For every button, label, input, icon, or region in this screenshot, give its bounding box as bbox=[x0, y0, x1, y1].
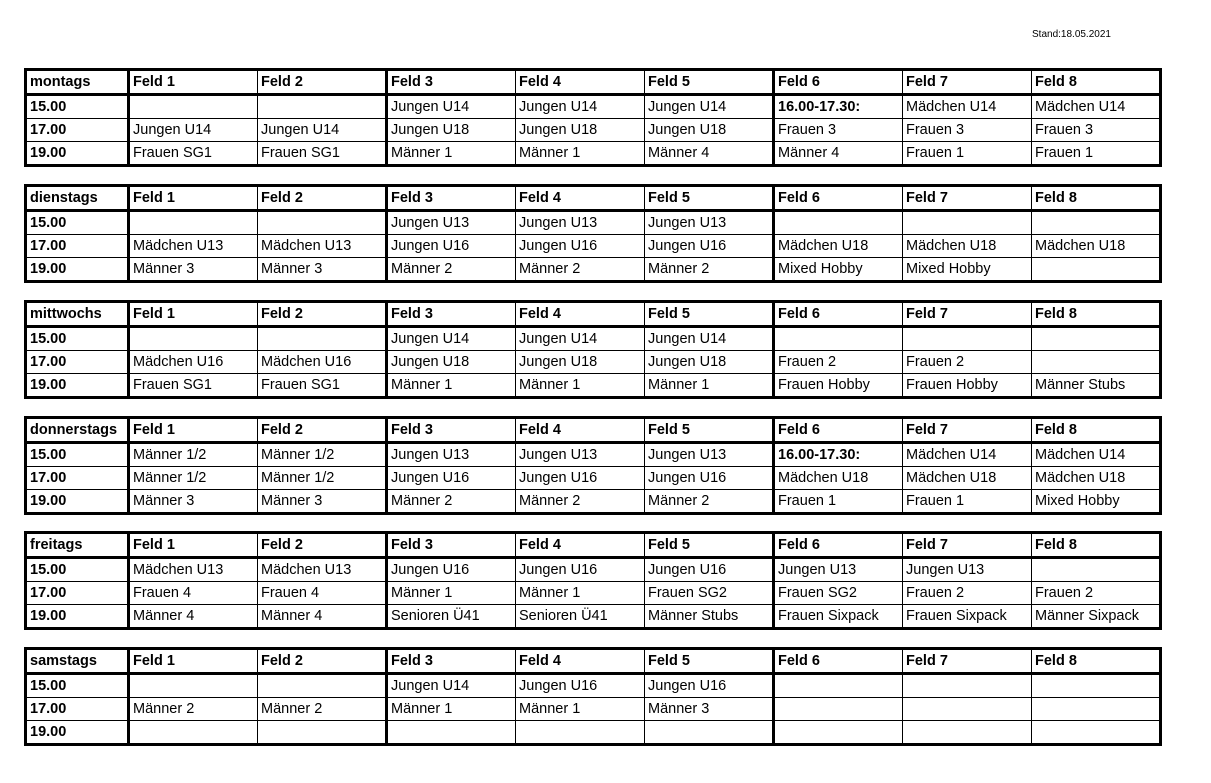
schedule-cell: Frauen 2 bbox=[1032, 582, 1161, 605]
schedule-cell: Jungen U14 bbox=[387, 327, 516, 351]
schedule-cell: Mädchen U14 bbox=[903, 95, 1032, 119]
schedule-cell: Jungen U13 bbox=[516, 211, 645, 235]
field-header: Feld 2 bbox=[258, 533, 387, 558]
schedule-cell: Frauen 2 bbox=[774, 351, 903, 374]
schedule-cell bbox=[774, 721, 903, 745]
time-cell: 15.00 bbox=[26, 558, 129, 582]
schedule-cell: Jungen U16 bbox=[516, 235, 645, 258]
time-cell: 15.00 bbox=[26, 211, 129, 235]
field-header: Feld 5 bbox=[645, 533, 774, 558]
schedule-cell: Frauen SG1 bbox=[129, 142, 258, 166]
field-header: Feld 8 bbox=[1032, 70, 1161, 95]
schedule-cell: Senioren Ü41 bbox=[516, 605, 645, 629]
schedule-cell: Jungen U14 bbox=[516, 95, 645, 119]
table-row bbox=[26, 211, 1161, 235]
field-header: Feld 7 bbox=[903, 418, 1032, 443]
schedule-cell bbox=[387, 721, 516, 745]
day-label: samstags bbox=[26, 649, 129, 674]
schedule-cell: Mädchen U18 bbox=[903, 235, 1032, 258]
field-header: Feld 2 bbox=[258, 418, 387, 443]
field-header: Feld 2 bbox=[258, 70, 387, 95]
schedule-cell: Frauen SG2 bbox=[645, 582, 774, 605]
schedule-cell: Männer 1 bbox=[387, 374, 516, 398]
field-header: Feld 5 bbox=[645, 418, 774, 443]
day-label: montags bbox=[26, 70, 129, 95]
field-header: Feld 6 bbox=[774, 70, 903, 95]
schedule-cell: Männer 2 bbox=[516, 490, 645, 514]
schedule-cell: Mixed Hobby bbox=[774, 258, 903, 282]
schedule-cell bbox=[1032, 211, 1161, 235]
schedule-cell bbox=[645, 721, 774, 745]
table-row bbox=[26, 443, 1161, 467]
schedule-donnerstags bbox=[24, 416, 1162, 515]
schedule-cell: Mädchen U14 bbox=[903, 443, 1032, 467]
time-cell: 19.00 bbox=[26, 142, 129, 166]
schedule-cell bbox=[774, 674, 903, 698]
schedule-cell: Jungen U18 bbox=[387, 119, 516, 142]
table-row bbox=[26, 582, 1161, 605]
schedule-cell: Frauen 4 bbox=[129, 582, 258, 605]
table-row bbox=[26, 558, 1161, 582]
time-cell: 15.00 bbox=[26, 674, 129, 698]
field-header: Feld 3 bbox=[387, 418, 516, 443]
schedule-cell: Männer 3 bbox=[258, 490, 387, 514]
schedule-cell: Jungen U16 bbox=[516, 467, 645, 490]
schedule-cell bbox=[516, 721, 645, 745]
schedule-cell: Männer 1 bbox=[387, 582, 516, 605]
schedule-cell: Frauen 1 bbox=[1032, 142, 1161, 166]
day-label: freitags bbox=[26, 533, 129, 558]
schedule-cell: Mädchen U13 bbox=[129, 235, 258, 258]
schedule-cell bbox=[774, 698, 903, 721]
field-header: Feld 2 bbox=[258, 186, 387, 211]
schedule-cell: Männer 3 bbox=[129, 258, 258, 282]
field-header: Feld 4 bbox=[516, 186, 645, 211]
schedule-cell: Mixed Hobby bbox=[1032, 490, 1161, 514]
schedule-cell: Jungen U16 bbox=[645, 558, 774, 582]
field-header: Feld 6 bbox=[774, 186, 903, 211]
schedule-cell: Männer 3 bbox=[129, 490, 258, 514]
schedule-cell: Männer 2 bbox=[387, 258, 516, 282]
field-header: Feld 8 bbox=[1032, 302, 1161, 327]
schedule-cell: Mädchen U14 bbox=[1032, 95, 1161, 119]
field-header: Feld 3 bbox=[387, 302, 516, 327]
field-header: Feld 5 bbox=[645, 70, 774, 95]
schedule-montags bbox=[24, 68, 1162, 167]
time-cell: 15.00 bbox=[26, 95, 129, 119]
schedule-cell: Männer Stubs bbox=[1032, 374, 1161, 398]
schedule-cell bbox=[903, 211, 1032, 235]
schedule-cell: Frauen 3 bbox=[903, 119, 1032, 142]
schedule-cell: Senioren Ü41 bbox=[387, 605, 516, 629]
schedule-cell: Männer 2 bbox=[645, 258, 774, 282]
schedule-cell: Männer 2 bbox=[258, 698, 387, 721]
schedule-cell bbox=[1032, 327, 1161, 351]
schedule-cell bbox=[903, 674, 1032, 698]
schedule-cell: Männer 4 bbox=[774, 142, 903, 166]
table-row bbox=[26, 374, 1161, 398]
schedule-cell: Männer 1/2 bbox=[129, 467, 258, 490]
schedule-cell: Jungen U18 bbox=[387, 351, 516, 374]
schedule-freitags bbox=[24, 531, 1162, 630]
table-row bbox=[26, 235, 1161, 258]
schedule-cell bbox=[1032, 674, 1161, 698]
schedule-cell: Männer 4 bbox=[129, 605, 258, 629]
schedule-cell bbox=[1032, 698, 1161, 721]
field-header: Feld 3 bbox=[387, 533, 516, 558]
schedule-cell: 16.00-17.30: bbox=[774, 443, 903, 467]
schedule-cell: Jungen U13 bbox=[387, 211, 516, 235]
schedule-cell: Mädchen U13 bbox=[258, 235, 387, 258]
schedule-cell: Jungen U13 bbox=[645, 211, 774, 235]
table-row bbox=[26, 327, 1161, 351]
field-header: Feld 7 bbox=[903, 533, 1032, 558]
table-row bbox=[26, 95, 1161, 119]
schedule-cell: Mädchen U16 bbox=[129, 351, 258, 374]
field-header: Feld 7 bbox=[903, 302, 1032, 327]
schedule-cell: Mädchen U18 bbox=[903, 467, 1032, 490]
time-cell: 19.00 bbox=[26, 721, 129, 745]
schedule-cell: Frauen SG1 bbox=[129, 374, 258, 398]
field-header: Feld 6 bbox=[774, 649, 903, 674]
schedule-cell: Jungen U14 bbox=[387, 674, 516, 698]
schedule-cell: Männer 1 bbox=[645, 374, 774, 398]
schedule-dienstags bbox=[24, 184, 1162, 283]
schedule-cell bbox=[258, 211, 387, 235]
field-header: Feld 4 bbox=[516, 302, 645, 327]
field-header: Feld 6 bbox=[774, 418, 903, 443]
schedule-cell: Männer 1 bbox=[387, 698, 516, 721]
schedule-cell: Mädchen U13 bbox=[258, 558, 387, 582]
field-header: Feld 4 bbox=[516, 533, 645, 558]
schedule-cell bbox=[1032, 721, 1161, 745]
schedule-cell bbox=[129, 674, 258, 698]
field-header: Feld 6 bbox=[774, 533, 903, 558]
schedule-cell: Frauen 1 bbox=[903, 142, 1032, 166]
table-row bbox=[26, 721, 1161, 745]
field-header: Feld 2 bbox=[258, 649, 387, 674]
schedule-cell: Jungen U16 bbox=[387, 558, 516, 582]
field-header: Feld 8 bbox=[1032, 186, 1161, 211]
schedule-cell: Jungen U18 bbox=[516, 119, 645, 142]
field-header: Feld 6 bbox=[774, 302, 903, 327]
field-header: Feld 8 bbox=[1032, 418, 1161, 443]
field-header: Feld 1 bbox=[129, 302, 258, 327]
schedule-cell: Jungen U13 bbox=[774, 558, 903, 582]
schedule-cell: Männer 3 bbox=[645, 698, 774, 721]
field-header: Feld 1 bbox=[129, 186, 258, 211]
schedule-cell: Jungen U13 bbox=[387, 443, 516, 467]
field-header: Feld 5 bbox=[645, 302, 774, 327]
field-header: Feld 8 bbox=[1032, 533, 1161, 558]
table-row bbox=[26, 142, 1161, 166]
schedule-cell: Jungen U18 bbox=[645, 351, 774, 374]
field-header: Feld 5 bbox=[645, 186, 774, 211]
header-row bbox=[26, 418, 1161, 443]
schedule-cell: Jungen U16 bbox=[387, 235, 516, 258]
time-cell: 15.00 bbox=[26, 443, 129, 467]
schedule-cell: Mädchen U18 bbox=[1032, 467, 1161, 490]
schedule-samstags bbox=[24, 647, 1162, 746]
time-cell: 17.00 bbox=[26, 235, 129, 258]
header-row bbox=[26, 649, 1161, 674]
header-row bbox=[26, 186, 1161, 211]
field-header: Feld 4 bbox=[516, 418, 645, 443]
schedule-cell: Jungen U16 bbox=[645, 467, 774, 490]
schedule-cell bbox=[258, 95, 387, 119]
day-label: donnerstags bbox=[26, 418, 129, 443]
time-cell: 17.00 bbox=[26, 582, 129, 605]
schedule-cell bbox=[258, 721, 387, 745]
schedule-cell: Frauen Sixpack bbox=[903, 605, 1032, 629]
time-cell: 19.00 bbox=[26, 258, 129, 282]
schedule-cell bbox=[258, 327, 387, 351]
schedule-cell: Männer Sixpack bbox=[1032, 605, 1161, 629]
schedule-cell: Mädchen U18 bbox=[774, 467, 903, 490]
schedule-cell: Jungen U14 bbox=[645, 327, 774, 351]
schedule-cell: Männer 1 bbox=[516, 582, 645, 605]
time-cell: 19.00 bbox=[26, 605, 129, 629]
schedule-cell: Mädchen U13 bbox=[129, 558, 258, 582]
schedule-cell bbox=[774, 211, 903, 235]
day-label: dienstags bbox=[26, 186, 129, 211]
schedule-cell bbox=[903, 721, 1032, 745]
schedule-cell: Männer 1 bbox=[516, 698, 645, 721]
field-header: Feld 3 bbox=[387, 70, 516, 95]
schedule-cell: Männer 1 bbox=[516, 374, 645, 398]
schedule-cell: Jungen U13 bbox=[516, 443, 645, 467]
field-header: Feld 1 bbox=[129, 418, 258, 443]
header-row bbox=[26, 70, 1161, 95]
schedule-cell: Männer 1/2 bbox=[129, 443, 258, 467]
schedule-cell bbox=[1032, 351, 1161, 374]
field-header: Feld 8 bbox=[1032, 649, 1161, 674]
schedule-cell: Männer 4 bbox=[645, 142, 774, 166]
schedule-cell: Jungen U16 bbox=[645, 235, 774, 258]
schedule-cell bbox=[258, 674, 387, 698]
table-row bbox=[26, 258, 1161, 282]
schedule-cell: Frauen 3 bbox=[1032, 119, 1161, 142]
field-header: Feld 4 bbox=[516, 70, 645, 95]
schedule-cell: Frauen SG2 bbox=[774, 582, 903, 605]
header-row bbox=[26, 302, 1161, 327]
schedule-cell: Frauen 2 bbox=[903, 351, 1032, 374]
schedule-cell: Männer 3 bbox=[258, 258, 387, 282]
header-row bbox=[26, 533, 1161, 558]
schedule-mittwochs bbox=[24, 300, 1162, 399]
schedule-cell: Frauen 1 bbox=[903, 490, 1032, 514]
schedule-cell: Männer 1/2 bbox=[258, 443, 387, 467]
schedule-cell bbox=[129, 721, 258, 745]
schedule-cell: Jungen U14 bbox=[516, 327, 645, 351]
table-row bbox=[26, 490, 1161, 514]
table-row bbox=[26, 351, 1161, 374]
schedule-cell: Jungen U16 bbox=[387, 467, 516, 490]
schedule-cell: Männer 1/2 bbox=[258, 467, 387, 490]
schedule-cell: Frauen SG1 bbox=[258, 142, 387, 166]
schedule-cell bbox=[1032, 258, 1161, 282]
schedule-cell: Frauen Sixpack bbox=[774, 605, 903, 629]
schedule-cell: Jungen U16 bbox=[645, 674, 774, 698]
field-header: Feld 3 bbox=[387, 649, 516, 674]
schedule-cell bbox=[129, 327, 258, 351]
time-cell: 19.00 bbox=[26, 490, 129, 514]
schedule-cell bbox=[129, 95, 258, 119]
schedule-cell: Mädchen U14 bbox=[1032, 443, 1161, 467]
field-header: Feld 2 bbox=[258, 302, 387, 327]
schedule-cell: Männer 2 bbox=[387, 490, 516, 514]
schedule-cell: Männer 2 bbox=[645, 490, 774, 514]
schedule-cell: Männer 4 bbox=[258, 605, 387, 629]
schedule-cell: Frauen 1 bbox=[774, 490, 903, 514]
schedule-cell: Jungen U13 bbox=[903, 558, 1032, 582]
schedule-cell bbox=[1032, 558, 1161, 582]
schedule-cell: Frauen Hobby bbox=[774, 374, 903, 398]
table-row bbox=[26, 698, 1161, 721]
time-cell: 15.00 bbox=[26, 327, 129, 351]
schedule-cell: Mädchen U18 bbox=[1032, 235, 1161, 258]
schedule-cell: Jungen U18 bbox=[516, 351, 645, 374]
schedule-cell: Jungen U14 bbox=[645, 95, 774, 119]
field-header: Feld 1 bbox=[129, 70, 258, 95]
table-row bbox=[26, 605, 1161, 629]
schedule-cell: Männer 1 bbox=[387, 142, 516, 166]
field-header: Feld 7 bbox=[903, 186, 1032, 211]
schedule-cell bbox=[903, 327, 1032, 351]
field-header: Feld 5 bbox=[645, 649, 774, 674]
schedule-cell: Jungen U14 bbox=[258, 119, 387, 142]
schedule-cell: Frauen SG1 bbox=[258, 374, 387, 398]
field-header: Feld 1 bbox=[129, 533, 258, 558]
table-row bbox=[26, 674, 1161, 698]
field-header: Feld 7 bbox=[903, 649, 1032, 674]
time-cell: 17.00 bbox=[26, 119, 129, 142]
schedule-cell bbox=[903, 698, 1032, 721]
stand-date: Stand:18.05.2021 bbox=[1032, 29, 1111, 40]
time-cell: 19.00 bbox=[26, 374, 129, 398]
time-cell: 17.00 bbox=[26, 351, 129, 374]
schedule-cell: Frauen 4 bbox=[258, 582, 387, 605]
schedule-cell: Männer 2 bbox=[129, 698, 258, 721]
schedule-cell bbox=[774, 327, 903, 351]
schedule-cell: Männer 1 bbox=[516, 142, 645, 166]
schedule-cell: Mädchen U16 bbox=[258, 351, 387, 374]
schedule-cell: Mixed Hobby bbox=[903, 258, 1032, 282]
schedule-cell: Frauen 2 bbox=[903, 582, 1032, 605]
schedule-cell: Jungen U18 bbox=[645, 119, 774, 142]
schedule-cell: Jungen U14 bbox=[129, 119, 258, 142]
table-row bbox=[26, 119, 1161, 142]
schedule-cell bbox=[129, 211, 258, 235]
time-cell: 17.00 bbox=[26, 467, 129, 490]
schedule-cell: Frauen Hobby bbox=[903, 374, 1032, 398]
schedule-cell: 16.00-17.30: bbox=[774, 95, 903, 119]
schedule-cell: Jungen U16 bbox=[516, 674, 645, 698]
schedule-cell: Männer 2 bbox=[516, 258, 645, 282]
schedule-cell: Jungen U13 bbox=[645, 443, 774, 467]
field-header: Feld 1 bbox=[129, 649, 258, 674]
field-header: Feld 7 bbox=[903, 70, 1032, 95]
schedule-cell: Frauen 3 bbox=[774, 119, 903, 142]
field-header: Feld 3 bbox=[387, 186, 516, 211]
schedule-cell: Jungen U16 bbox=[516, 558, 645, 582]
time-cell: 17.00 bbox=[26, 698, 129, 721]
schedule-cell: Mädchen U18 bbox=[774, 235, 903, 258]
schedule-cell: Jungen U14 bbox=[387, 95, 516, 119]
table-row bbox=[26, 467, 1161, 490]
day-label: mittwochs bbox=[26, 302, 129, 327]
field-header: Feld 4 bbox=[516, 649, 645, 674]
schedule-cell: Männer Stubs bbox=[645, 605, 774, 629]
